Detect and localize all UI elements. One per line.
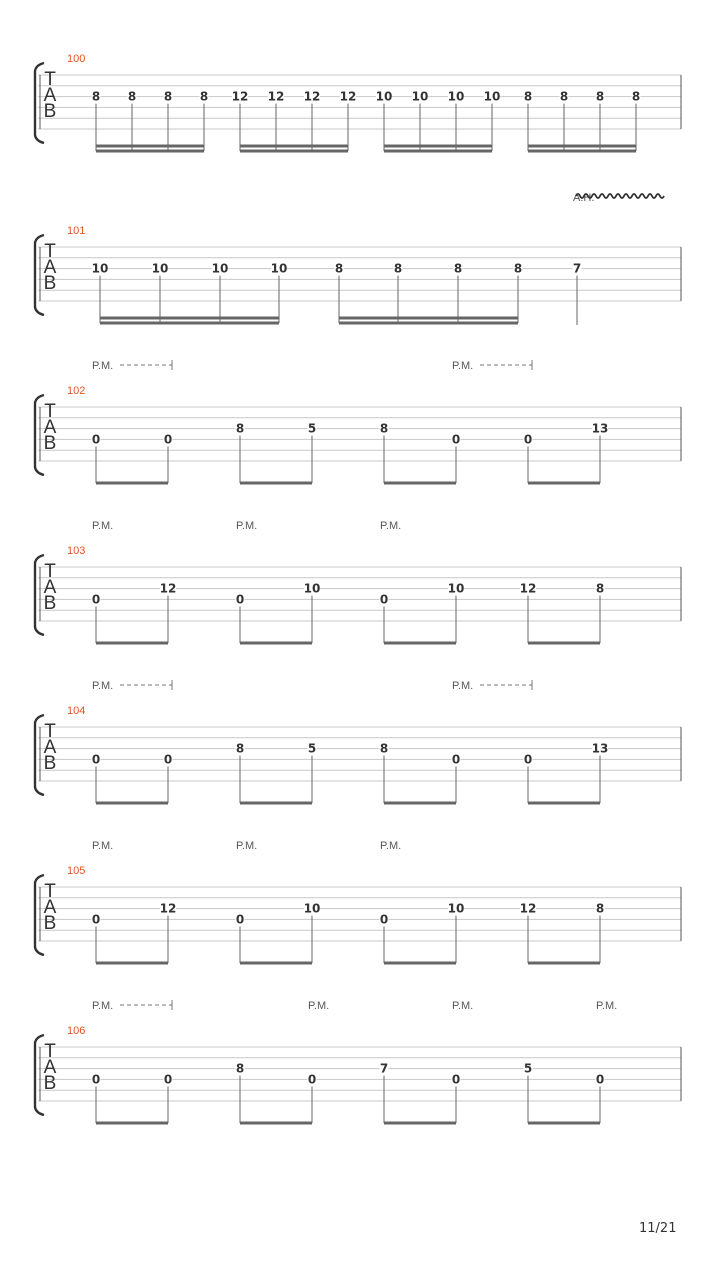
palm-mute-label: P.M.: [236, 840, 258, 852]
fret-number: 12: [339, 89, 357, 104]
fret-number: 8: [91, 89, 101, 104]
fret-number: 8: [559, 89, 569, 104]
fret-number: 12: [303, 89, 321, 104]
fret-number: 0: [235, 592, 245, 607]
fret-number: 8: [595, 581, 605, 596]
fret-number: 10: [270, 261, 288, 276]
tab-clef-letter: T: [44, 69, 56, 90]
tab-clef-letter: B: [43, 913, 57, 934]
fret-number: 5: [523, 1061, 533, 1076]
fret-number: 0: [163, 432, 173, 447]
fret-number: 13: [591, 421, 609, 436]
fret-number: 8: [235, 421, 245, 436]
fret-number: 0: [523, 432, 533, 447]
palm-mute-label: P.M.: [236, 520, 258, 532]
page-number: 11/21: [639, 1221, 677, 1236]
tab-clef-letter: A: [43, 417, 57, 438]
fret-number: 0: [451, 752, 461, 767]
fret-number: 10: [483, 89, 501, 104]
tab-clef-letter: A: [43, 257, 57, 278]
measure-number: 103: [67, 545, 86, 557]
tab-clef-letter: T: [44, 401, 56, 422]
tab-system-102: [35, 360, 681, 483]
fret-number: 8: [163, 89, 173, 104]
measure-number: 102: [67, 385, 86, 397]
fret-number: 10: [411, 89, 429, 104]
measure-number: 104: [67, 705, 86, 717]
fret-number: 10: [151, 261, 169, 276]
tab-system-106: [35, 1000, 681, 1123]
fret-number: 8: [199, 89, 209, 104]
fret-number: 0: [379, 912, 389, 927]
tab-clef-letter: A: [43, 85, 57, 106]
tab-clef-letter: B: [43, 1073, 57, 1094]
fret-number: 10: [375, 89, 393, 104]
fret-number: 8: [334, 261, 344, 276]
fret-number: 10: [303, 581, 321, 596]
measure-number: 106: [67, 1025, 86, 1037]
fret-number: 12: [519, 901, 537, 916]
fret-number: 8: [393, 261, 403, 276]
fret-number: 12: [267, 89, 285, 104]
palm-mute-label: P.M.: [452, 680, 474, 692]
tab-system-100: [35, 53, 681, 204]
tab-clef-letter: B: [43, 753, 57, 774]
fret-number: 10: [303, 901, 321, 916]
palm-mute-label: P.M.: [92, 360, 114, 372]
fret-number: 7: [379, 1061, 389, 1076]
tab-system-103: [35, 520, 681, 643]
fret-number: 10: [447, 901, 465, 916]
fret-number: 10: [211, 261, 229, 276]
fret-number: 0: [523, 752, 533, 767]
fret-number: 8: [235, 1061, 245, 1076]
fret-number: 0: [307, 1072, 317, 1087]
fret-number: 7: [572, 261, 582, 276]
fret-number: 8: [513, 261, 523, 276]
fret-number: 0: [451, 432, 461, 447]
palm-mute-label: P.M.: [92, 840, 114, 852]
palm-mute-label: P.M.: [380, 840, 402, 852]
measure-number: 100: [67, 53, 86, 65]
fret-number: 0: [91, 912, 101, 927]
fret-number: 0: [91, 432, 101, 447]
tab-clef-letter: B: [43, 593, 57, 614]
palm-mute-label: P.M.: [92, 680, 114, 692]
tab-clef-letter: B: [43, 273, 57, 294]
tab-clef-letter: T: [44, 561, 56, 582]
palm-mute-label: P.M.: [452, 1000, 474, 1012]
fret-number: 10: [447, 581, 465, 596]
fret-number: 0: [451, 1072, 461, 1087]
fret-number: 0: [163, 1072, 173, 1087]
measure-number: 101: [67, 225, 86, 237]
tab-clef-letter: A: [43, 897, 57, 918]
fret-number: 12: [159, 581, 177, 596]
artificial-harmonic-label: A.H.: [573, 192, 595, 204]
fret-number: 8: [379, 421, 389, 436]
fret-number: 0: [379, 592, 389, 607]
tab-clef-letter: T: [44, 721, 56, 742]
palm-mute-label: P.M.: [92, 520, 114, 532]
palm-mute-label: P.M.: [308, 1000, 330, 1012]
tab-system-105: [35, 840, 681, 963]
tab-clef-letter: T: [44, 1041, 56, 1062]
fret-number: 8: [595, 89, 605, 104]
fret-number: 8: [631, 89, 641, 104]
tab-clef-letter: B: [43, 101, 57, 122]
palm-mute-label: P.M.: [380, 520, 402, 532]
tab-clef-letter: A: [43, 1057, 57, 1078]
fret-number: 12: [519, 581, 537, 596]
tab-clef-letter: A: [43, 577, 57, 598]
measure-number: 105: [67, 865, 86, 877]
tab-clef-letter: B: [43, 433, 57, 454]
fret-number: 8: [379, 741, 389, 756]
fret-number: 8: [595, 901, 605, 916]
fret-number: 8: [523, 89, 533, 104]
fret-number: 5: [307, 741, 317, 756]
fret-number: 0: [91, 592, 101, 607]
fret-number: 0: [235, 912, 245, 927]
fret-number: 8: [235, 741, 245, 756]
fret-number: 13: [591, 741, 609, 756]
fret-number: 8: [453, 261, 463, 276]
fret-number: 12: [231, 89, 249, 104]
tab-clef-letter: A: [43, 737, 57, 758]
tab-clef-letter: T: [44, 881, 56, 902]
fret-number: 0: [91, 1072, 101, 1087]
tab-system-101: [35, 225, 681, 325]
palm-mute-label: P.M.: [452, 360, 474, 372]
fret-number: 10: [91, 261, 109, 276]
tab-system-104: [35, 680, 681, 803]
fret-number: 0: [91, 752, 101, 767]
palm-mute-label: P.M.: [596, 1000, 618, 1012]
fret-number: 12: [159, 901, 177, 916]
fret-number: 5: [307, 421, 317, 436]
fret-number: 10: [447, 89, 465, 104]
palm-mute-label: P.M.: [92, 1000, 114, 1012]
tab-clef-letter: T: [44, 241, 56, 262]
fret-number: 0: [595, 1072, 605, 1087]
fret-number: 8: [127, 89, 137, 104]
fret-number: 0: [163, 752, 173, 767]
